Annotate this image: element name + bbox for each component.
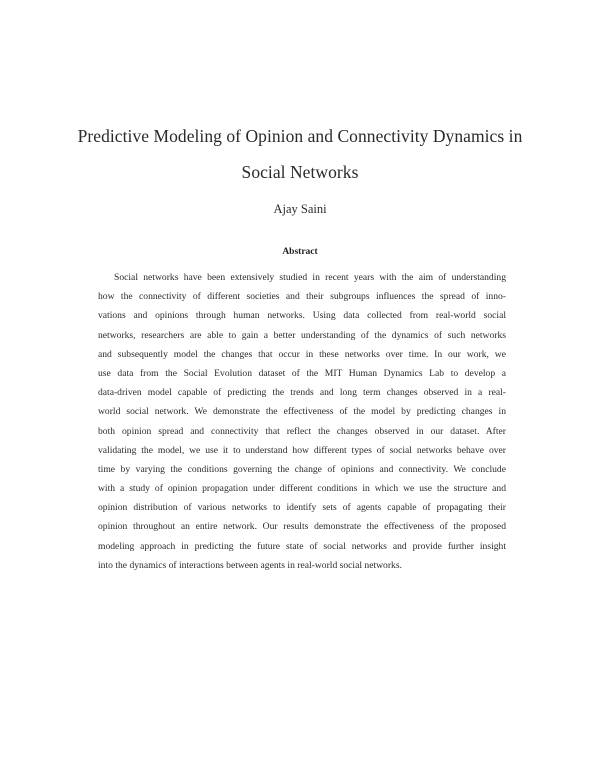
abstract-line: with a study of opinion propagation under different conditions in which we use the structure and — [98, 483, 506, 495]
paper-title — [60, 118, 540, 190]
paper-title-line-1: Predictive Modeling of Opinion and Connectivity Dynamics in — [77, 126, 523, 146]
abstract-line: data-driven model capable of predicting the trends and long term changes observed in a real- — [98, 387, 506, 399]
paper-title-line-2: Social Networks — [241, 162, 359, 182]
abstract-line: vations and opinions through human networks. Using data collected from real-world social — [98, 310, 506, 322]
abstract-line: time by varying the conditions governing the change of opinions and connectivity. We conclude — [98, 463, 506, 475]
abstract-body — [98, 268, 506, 575]
abstract-line: validating the model, we use it to understand how different types of social networks behave over — [98, 444, 506, 456]
abstract-line: use data from the Social Evolution dataset of the MIT Human Dynamics Lab to develop a — [98, 367, 506, 379]
abstract-line: into the dynamics of interactions between agents in real-world social networks. — [98, 559, 402, 571]
abstract-line: opinion distribution of various networks to identify sets of agents capable of propagating their — [98, 502, 506, 514]
abstract-line: Social networks have been extensively studied in recent years with the aim of understanding — [114, 272, 506, 283]
abstract-line: opinion throughout an entire network. Our results demonstrate the effectiveness of the proposed — [98, 521, 506, 533]
abstract-line: how the connectivity of different societies and their subgroups influences the spread of inno- — [98, 291, 506, 303]
paper-author: Ajay Saini — [273, 202, 327, 216]
abstract-line: and subsequently model the changes that occur in these networks over time. In our work, we — [98, 348, 506, 360]
abstract-line: modeling approach in predicting the future state of social networks and provide further insight — [98, 540, 506, 552]
abstract-line: world social network. We demonstrate the effectiveness of the model by predicting changes in — [98, 406, 506, 418]
abstract-line: both opinion spread and connectivity that reflect the changes observed in our dataset. After — [98, 425, 506, 437]
abstract-heading: Abstract — [282, 247, 318, 257]
abstract-line: networks, researchers are able to gain a better understanding of the dynamics of such networks — [98, 329, 506, 341]
